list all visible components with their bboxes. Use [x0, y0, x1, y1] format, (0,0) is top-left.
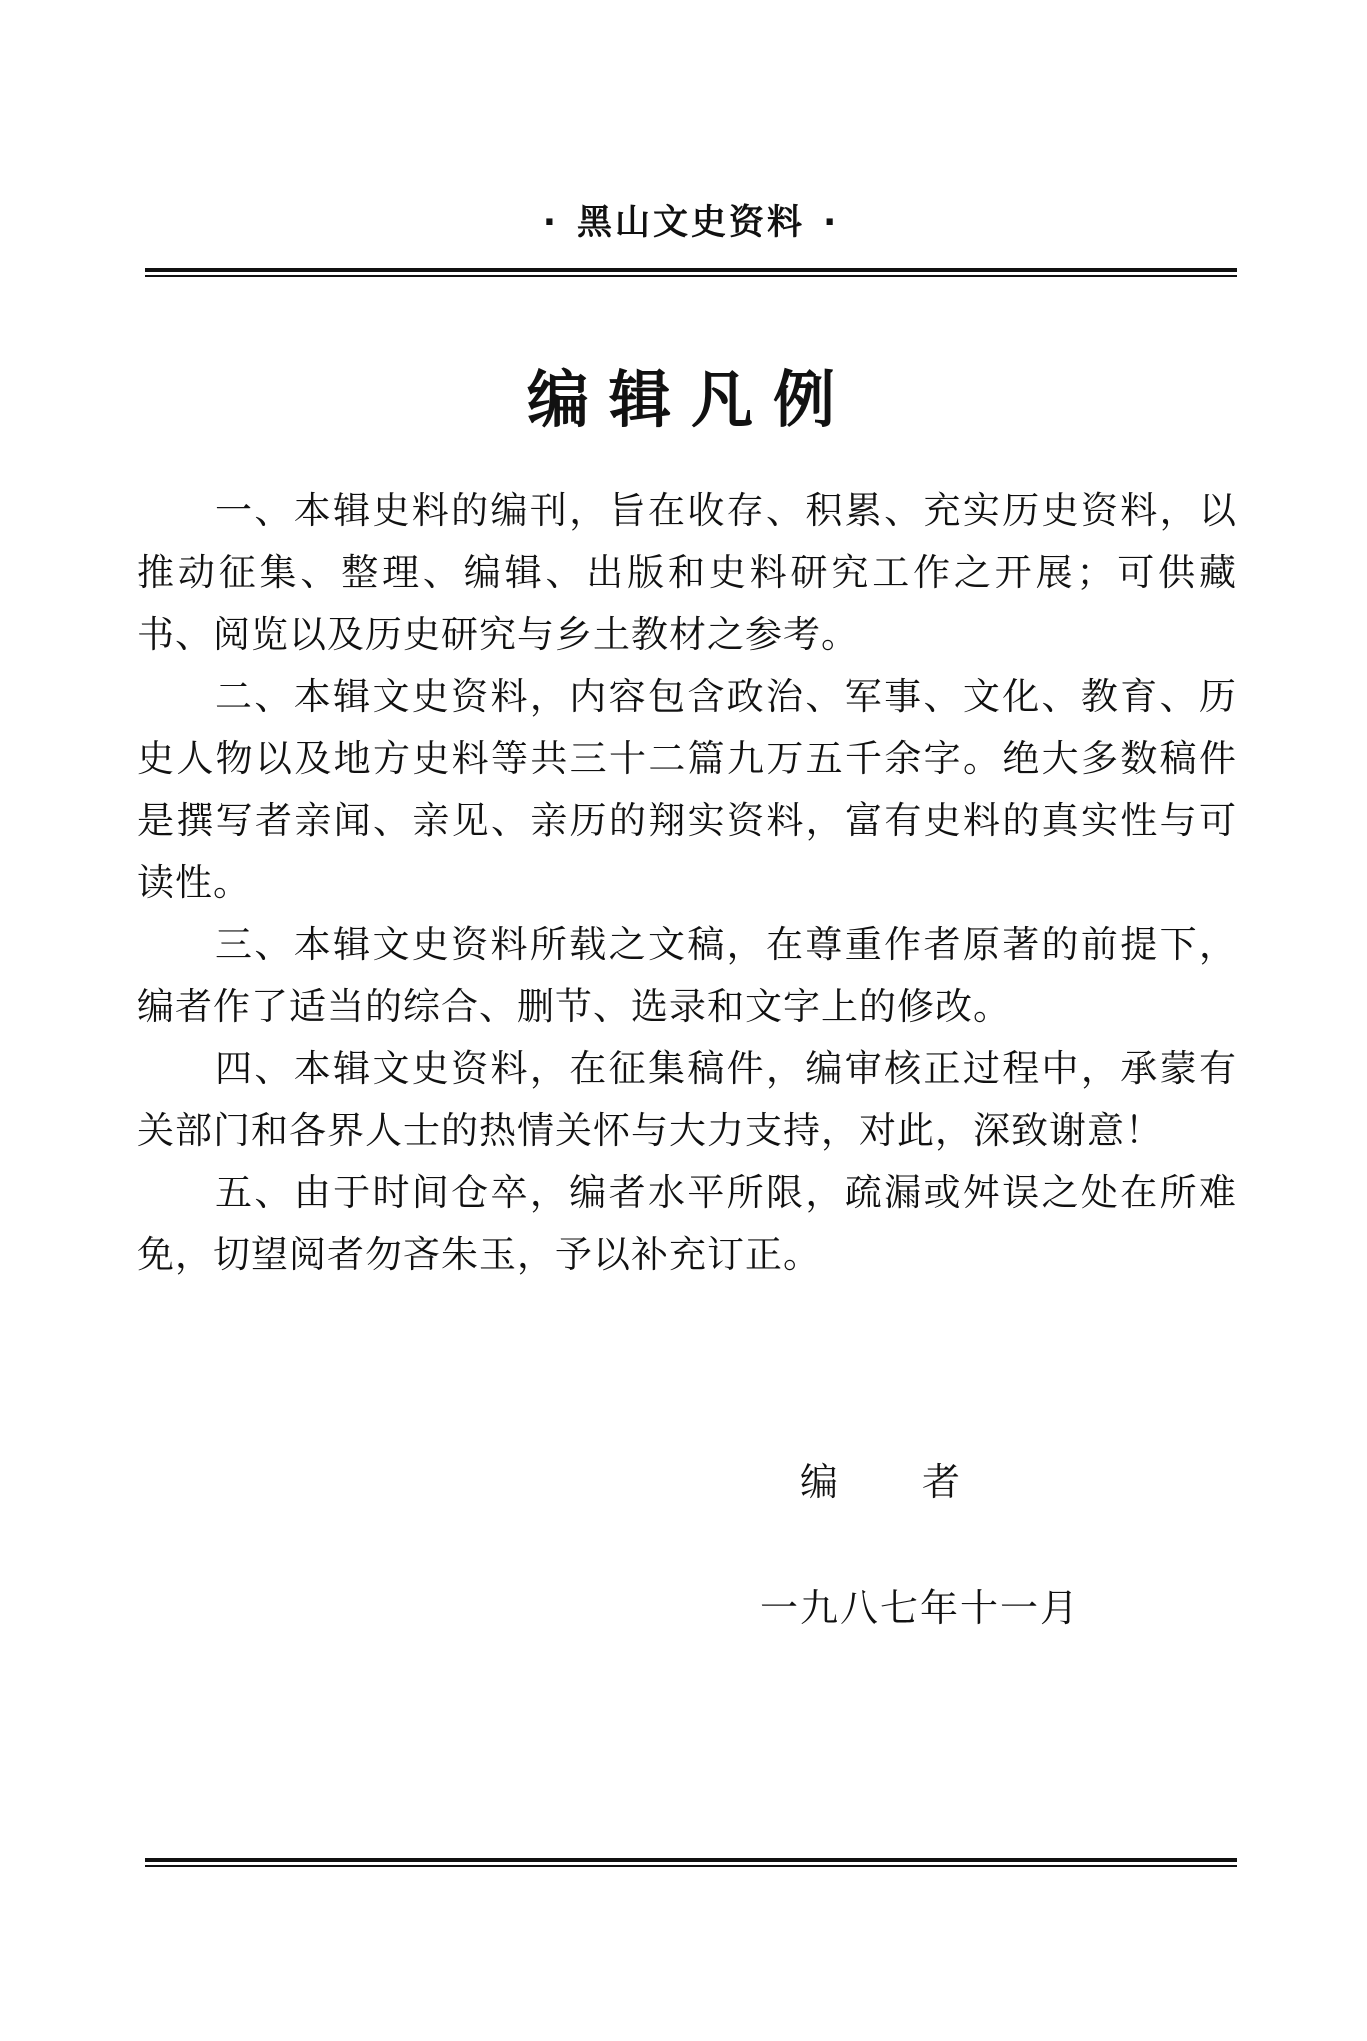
paragraph-2: 二、本辑文史资料，内容包含政治、军事、文化、教育、历史人物以及地方史料等共三十二篇九万五千余字。绝大多数稿件是撰写者亲闻、亲见、亲历的翔实资料，富有史料的真实性与可读性。 — [137, 675, 1237, 904]
footer-rule-thin — [145, 1865, 1237, 1867]
header-dot-right: · — [823, 203, 840, 243]
paragraph-3: 三、本辑文史资料所载之文稿，在尊重作者原著的前提下，编者作了适当的综合、删节、选录和文字上的修改。 — [137, 923, 1237, 1028]
paragraph-4: 四、本辑文史资料，在征集稿件，编审核正过程中，承蒙有关部门和各界人士的热情关怀与大力支持，对此，深致谢意！ — [137, 1047, 1237, 1152]
date: 一九八七年十一月 — [760, 1586, 1081, 1630]
running-header — [145, 198, 1237, 248]
header-rule-thin — [145, 275, 1237, 277]
header-title: 黑山文史资料 — [576, 203, 805, 243]
page-title: 编辑凡例 — [526, 363, 855, 436]
header-rule — [145, 268, 1237, 277]
header-dot-left: · — [542, 203, 559, 243]
body-text — [137, 480, 1237, 1286]
paragraph-1: 一、本辑史料的编刊，旨在收存、积累、充实历史资料，以推动征集、整理、编辑、出版和史料研究工作之开展；可供藏书、阅览以及历史研究与乡土教材之参考。 — [137, 489, 1237, 656]
paragraph-5: 五、由于时间仓卒，编者水平所限，疏漏或舛误之处在所难免，切望阅者勿吝朱玉，予以补充订正。 — [137, 1171, 1237, 1276]
header-rule-thick — [145, 268, 1237, 272]
footer-rule-thick — [145, 1858, 1237, 1862]
footer-rule — [145, 1858, 1237, 1867]
signature: 编者 — [800, 1460, 1045, 1504]
